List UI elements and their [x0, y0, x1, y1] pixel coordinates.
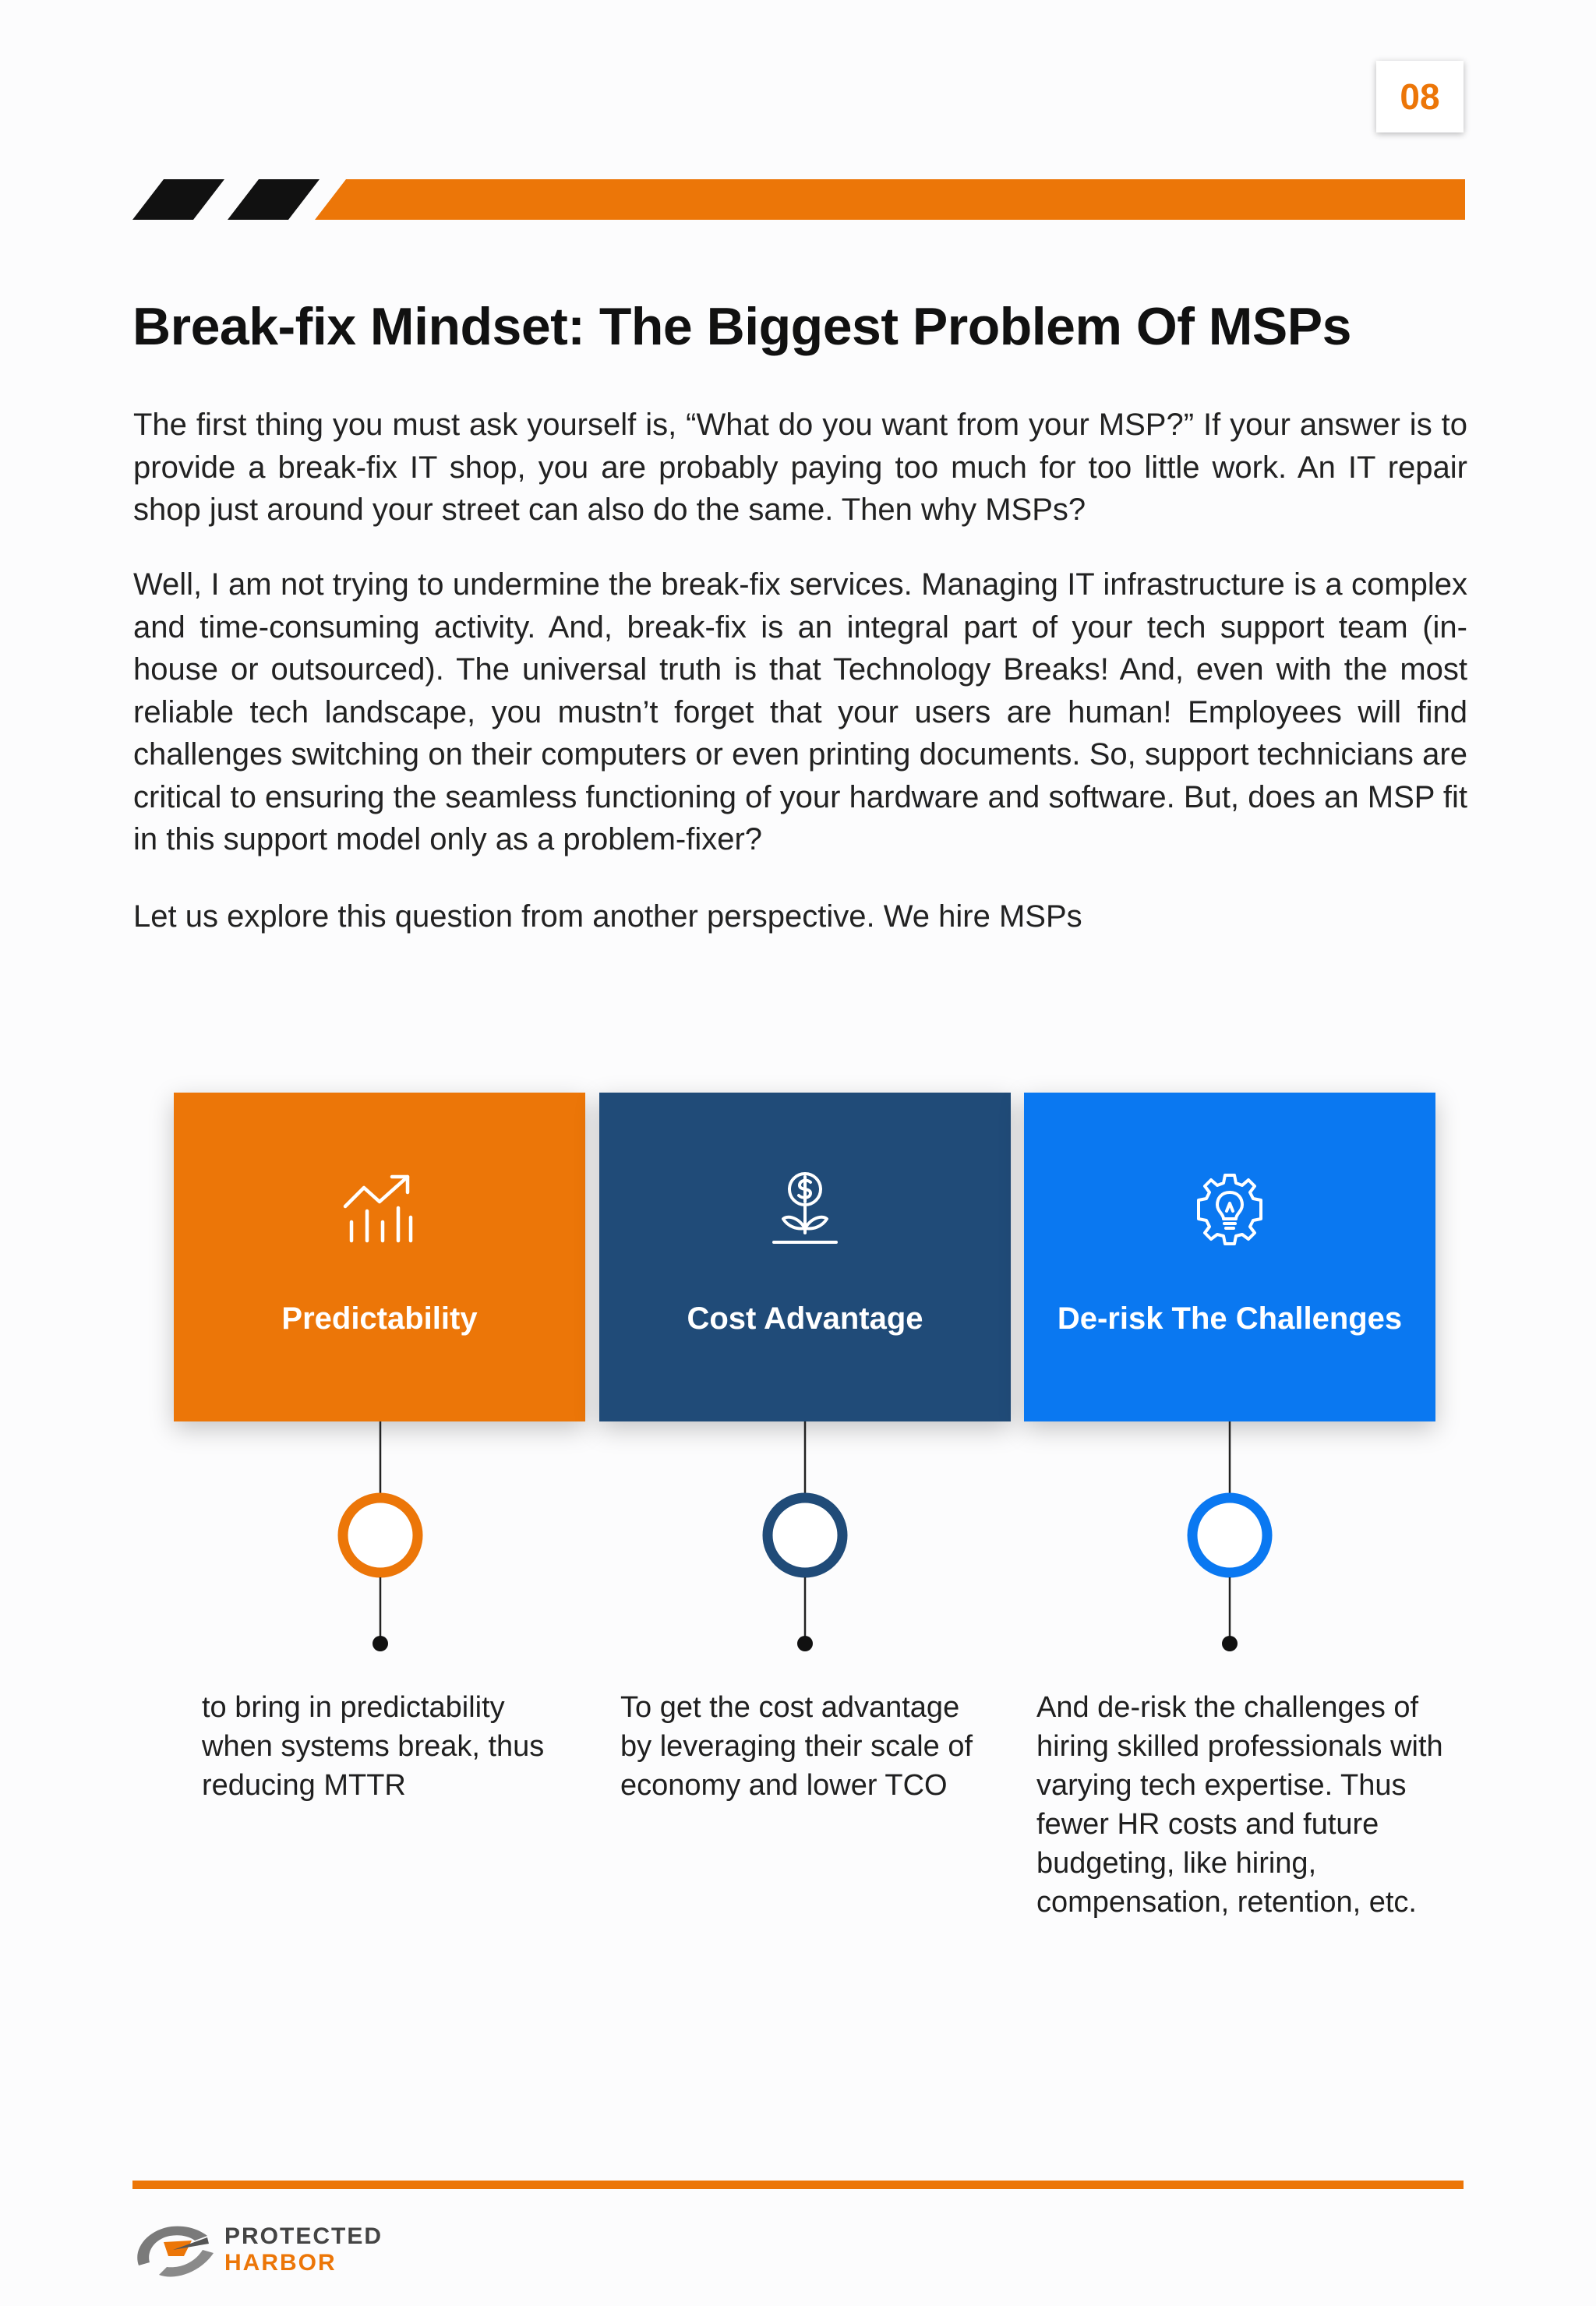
logo-text-protected: PROTECTED	[224, 2223, 383, 2249]
gear-lightbulb-icon	[1191, 1171, 1269, 1248]
card-title: Cost Advantage	[687, 1301, 923, 1336]
card-description-de-risk: And de-risk the challenges of hiring skilled professionals with varying tech expertise. Thus fewer HR costs and future budgeting, like hiring, compensation, retention, etc.	[1036, 1691, 1443, 1919]
page-title: Break-fix Mindset: The Biggest Problem Of MSPs	[132, 297, 1351, 356]
paragraph-intro: The first thing you must ask yourself is, “What do you want from your MSP?” If your answer is to provide a break-fix IT shop, you are probably paying too much for too little work. An IT repair shop just around your street can also do the same. Then why MSPs?	[133, 408, 1467, 527]
growth-chart-icon	[341, 1171, 418, 1248]
footer-divider	[132, 2181, 1464, 2189]
card-predictability	[174, 1093, 585, 1421]
logo-text-harbor: HARBOR	[224, 2250, 337, 2276]
paragraph-break-fix: Well, I am not trying to undermine the break-fix services. Managing IT infrastructure is a complex and time-consuming activity. And, break-fix is an integral part of your tech support team (in-house or outsourced). The universal truth is that Technology Breaks! And, even with the most reliable tech landscape, you mustn’t forget that your users are human! Employees will find challenges switching on their computers or even printing documents. So, support technicians are critical to ensuring the seamless functioning of your hardware and software. But, does an MSP fit in this support model only as a problem-fixer?	[133, 567, 1467, 856]
timeline-connector-3	[1175, 1421, 1284, 1655]
company-logo	[132, 2217, 397, 2287]
card-title: De-risk The Challenges	[1057, 1301, 1403, 1336]
paragraph-perspective: Let us explore this question from another perspective. We hire MSPs	[133, 899, 1082, 934]
card-de-risk	[1024, 1093, 1435, 1421]
card-cost-advantage	[599, 1093, 1011, 1421]
logo-mark-icon	[132, 2217, 220, 2283]
money-plant-icon	[766, 1171, 844, 1248]
card-description-cost-advantage: To get the cost advantage by leveraging their scale of economy and lower TCO	[620, 1691, 973, 1802]
timeline-connector-2	[750, 1421, 860, 1655]
header-decoration-bar	[132, 179, 1465, 220]
timeline-connector-1	[326, 1421, 435, 1655]
card-title: Predictability	[281, 1301, 478, 1336]
card-description-predictability: to bring in predictability when systems break, thus reducing MTTR	[202, 1691, 545, 1802]
page-number: 08	[1376, 61, 1464, 132]
